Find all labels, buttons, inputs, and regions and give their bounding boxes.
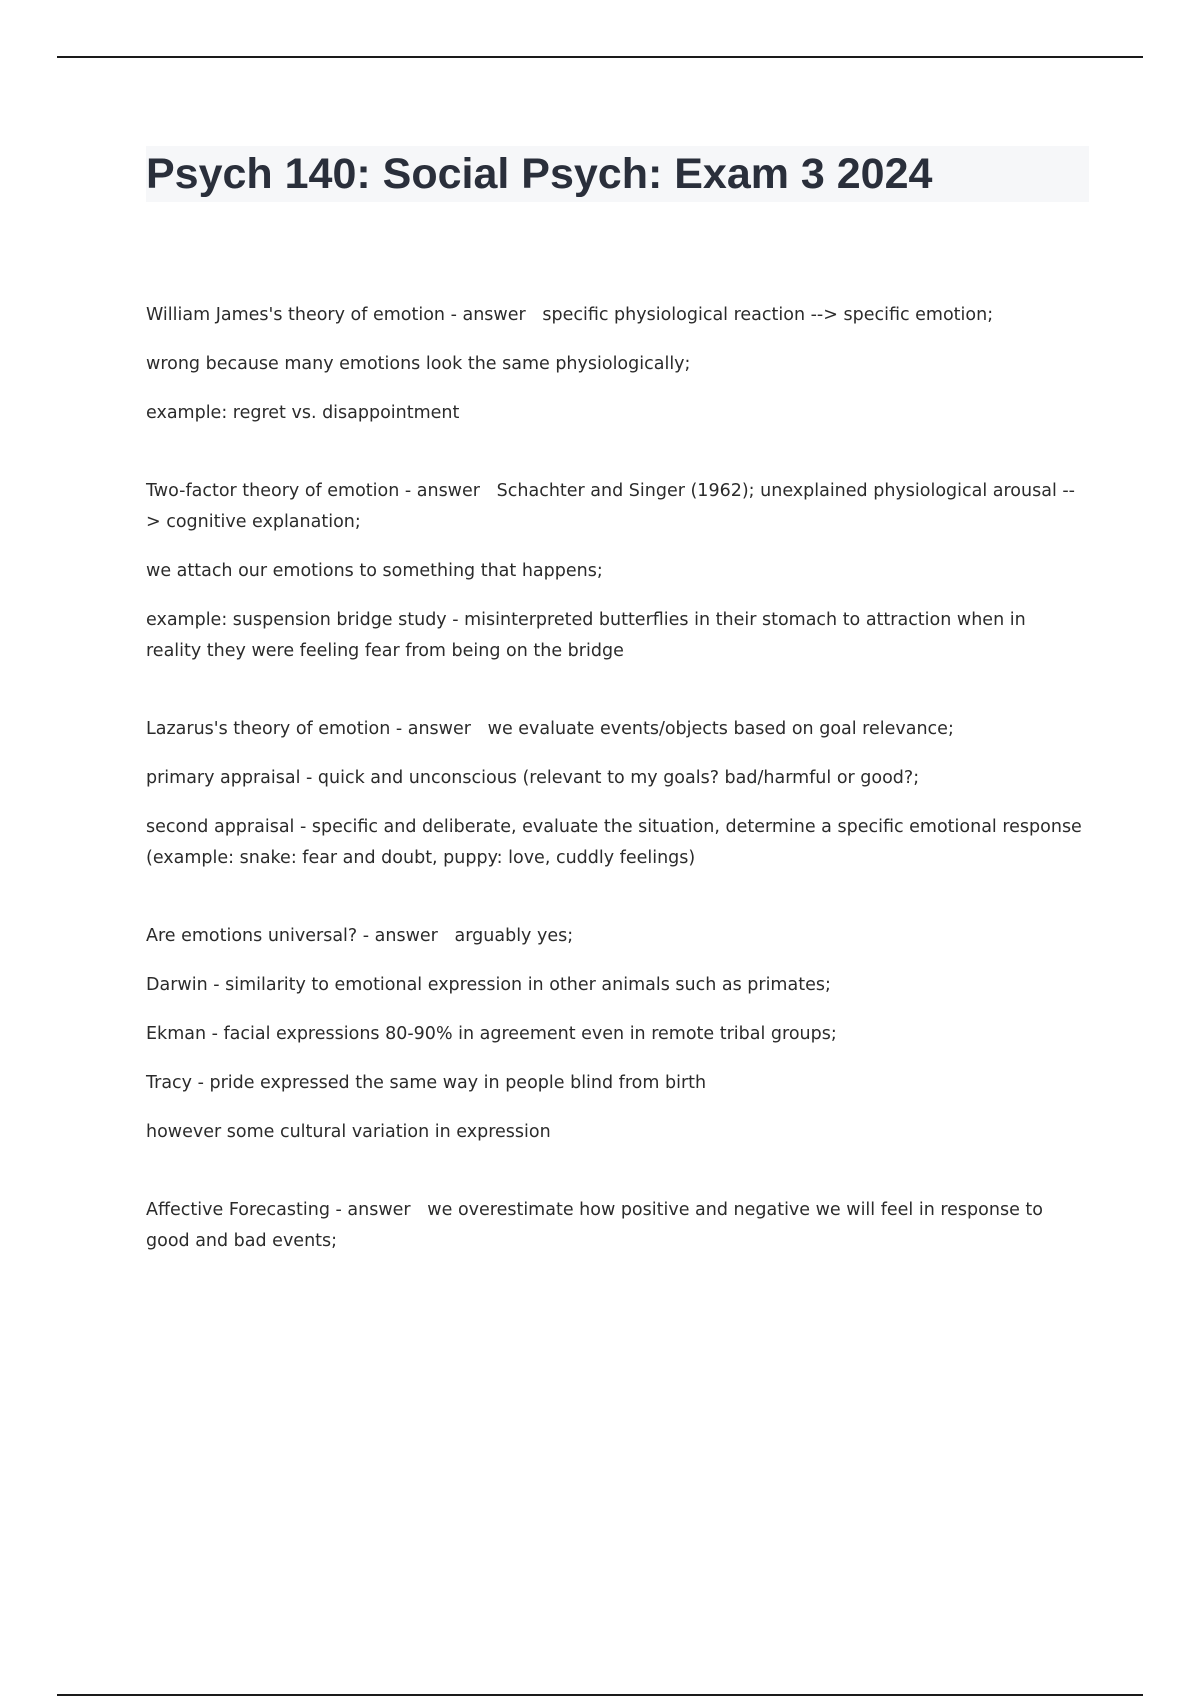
answer-line: Darwin - similarity to emotional expression in other animals such as primates;: [146, 975, 831, 995]
flashcard-list: [146, 300, 1086, 1304]
term: Are emotions universal?: [146, 926, 358, 946]
flashcard: [146, 476, 1086, 667]
term: Lazarus's theory of emotion: [146, 719, 391, 739]
term: Affective Forecasting: [146, 1200, 330, 1220]
flashcard: [146, 300, 1086, 429]
answer-separator: - answer: [399, 481, 497, 501]
answer-text: specific physiological reaction --> specific emotion;: [542, 305, 994, 325]
answer-line: however some cultural variation in expression: [146, 1122, 551, 1142]
answer-line: example: regret vs. disappointment: [146, 403, 460, 423]
answer-separator: - answer: [390, 719, 488, 739]
flashcard: [146, 714, 1086, 874]
answer-line: wrong because many emotions look the same physiologically;: [146, 354, 691, 374]
term: Two-factor theory of emotion: [146, 481, 400, 501]
answer-text: Schachter and Singer (1962); unexplained physiological arousal --> cognitive explanation;: [146, 481, 1075, 532]
bottom-rule: [57, 1694, 1143, 1696]
question-line: [146, 921, 1086, 952]
question-line: [146, 300, 1086, 331]
question-line: [146, 714, 1086, 745]
question-line: [146, 1195, 1086, 1257]
answer-text: we overestimate how positive and negative we will feel in response to good and bad events;: [146, 1200, 1049, 1251]
answer-line: second appraisal - specific and deliberate, evaluate the situation, determine a specific emotional response (example: snake: fear and doubt, puppy: love, cuddly feelings): [146, 817, 1082, 868]
flashcard: [146, 921, 1086, 1148]
flashcard: [146, 1195, 1086, 1257]
answer-separator: - answer: [329, 1200, 428, 1220]
answer-text: arguably yes;: [454, 926, 574, 946]
answer-line: primary appraisal - quick and unconscious (relevant to my goals? bad/harmful or good?;: [146, 768, 920, 788]
document-title: Psych 140: Social Psych: Exam 3 2024: [146, 150, 933, 198]
top-rule: [57, 56, 1143, 58]
term: William James's theory of emotion: [146, 305, 446, 325]
question-line: [146, 476, 1086, 538]
answer-separator: - answer: [445, 305, 543, 325]
answer-line: example: suspension bridge study - misinterpreted butterflies in their stomach to attraction when in reality they were feeling fear from being on the bridge: [146, 610, 1026, 661]
answer-text: we evaluate events/objects based on goal relevance;: [487, 719, 954, 739]
answer-line: we attach our emotions to something that happens;: [146, 561, 603, 581]
answer-line: Tracy - pride expressed the same way in people blind from birth: [146, 1073, 707, 1093]
answer-line: Ekman - facial expressions 80-90% in agreement even in remote tribal groups;: [146, 1024, 837, 1044]
answer-separator: - answer: [357, 926, 455, 946]
